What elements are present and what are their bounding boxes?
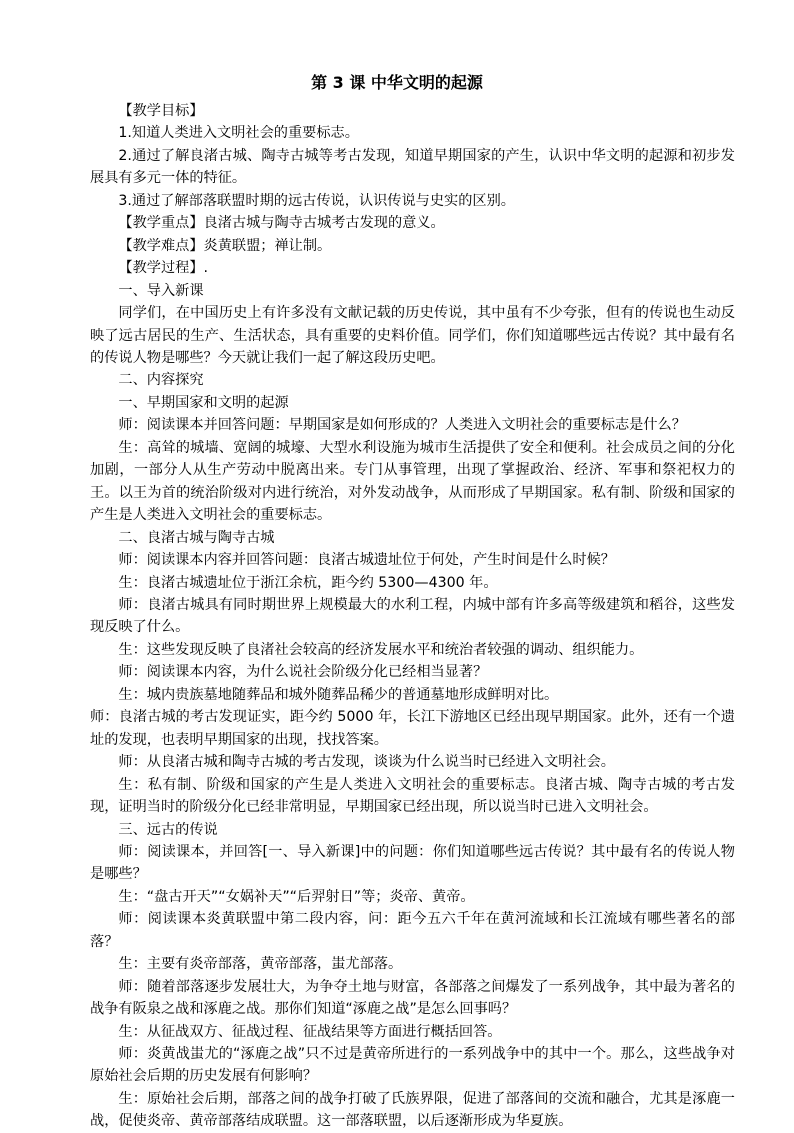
section-heading-process: 【教学过程】. (118, 260, 209, 277)
heading-legends: 三、远古的传说 (118, 821, 218, 838)
dialogue-line: 师：炎黄战蚩尤的“涿鹿之战”只不过是黄帝所进行的一系列战争中的其中一个。那么，这些战争对原始社会后期的历史发展有何影响？ (90, 1046, 735, 1085)
heading-intro: 一、导入新课 (118, 282, 204, 299)
dialogue-line: 师：从良渚古城和陶寺古城的考古发现，谈谈为什么说当时已经进入文明社会。 (118, 754, 615, 771)
dialogue-line: 生：私有制、阶级和国家的产生是人类进入文明社会的重要标志。良渚古城、陶寺古城的考古发现，证明当时的阶级分化已经非常明显，早期国家已经出现，所以说当时已进入文明社会。 (90, 776, 735, 816)
document-body (90, 100, 735, 1133)
page-title: 第 3 课 中华文明的起源 (311, 73, 483, 92)
section-heading-objectives: 【教学目标】 (118, 103, 204, 119)
objective-2: 2.通过了解良渚古城、陶寺古城等考古发现，知道早期国家的产生，认识中华文明的起源和初步发展具有多元一体的特征。 (90, 147, 735, 187)
dialogue-line: 生：这些发现反映了良渚社会较高的经济发展水平和统治者较强的调动、组织能力。 (118, 641, 644, 658)
heading-content: 二、内容探究 (118, 372, 204, 389)
heading-liangzhu-taosi: 二、良渚古城与陶寺古城 (118, 529, 275, 546)
dialogue-line: 生：原始社会后期，部落之间的战争打破了氏族界限，促进了部落间的交流和融合，尤其是涿鹿一战，促使炎帝、黄帝部落结成联盟。这一部落联盟，以后逐渐形成为华夏族。 (90, 1090, 735, 1130)
heading-early-state: 一、早期国家和文明的起源 (118, 394, 289, 411)
dialogue-line: 生：“盘古开天”“女娲补天”“后羿射日”等；炎帝、黄帝。 (118, 888, 475, 905)
dialogue-line: 师：阅读课本内容，为什么说社会阶级分化已经相当显著？ (118, 664, 488, 681)
intro-paragraph: 同学们，在中国历史上有许多没有文献记载的历史传说，其中虽有不少夸张，但有的传说也生动反映了远古居民的生产、生活状态，具有重要的史料价值。同学们，你们知道哪些远古传说？其中最有名的传说人物是哪些？今天就让我们一起了解这段历史吧。 (90, 305, 735, 366)
objective-1: 1.知道人类进入文明社会的重要标志。 (118, 125, 359, 142)
key-points: 【教学重点】良渚古城与陶寺古城考古发现的意义。 (118, 215, 445, 232)
dialogue-line: 师：随着部落逐步发展壮大，为争夺土地与财富，各部落之间爆发了一系列战争，其中最为著名的战争有阪泉之战和涿鹿之战。那你们知道“涿鹿之战”是怎么回事吗？ (90, 978, 735, 1018)
dialogue-line: 生：良渚古城遗址位于浙江余杭，距今约 5300—4300 年。 (118, 574, 498, 591)
dialogue-line: 师：阅读课本，并回答[一、导入新课]中的问题：你们知道哪些远古传说？其中最有名的传说人物是哪些？ (90, 843, 735, 883)
dialogue-line: 生：城内贵族墓地随葬品和城外随葬品稀少的普通墓地形成鲜明对比。 (118, 686, 559, 703)
dialogue-line: 师：良渚古城具有同时期世界上规模最大的水利工程，内城中部有许多高等级建筑和稻谷，这些发现反映了什么。 (90, 596, 735, 636)
objective-3: 3.通过了解部落联盟时期的远古传说，认识传说与史实的区别。 (118, 192, 515, 209)
dialogue-line: 师：阅读课本内容并回答问题：良渚古城遗址位于何处，产生时间是什么时候？ (118, 552, 615, 569)
dialogue-line: 师：阅读课本并回答问题：早期国家是如何形成的？人类进入文明社会的重要标志是什么？ (118, 417, 686, 434)
dialogue-line: 生：从征战双方、征战过程、征战结果等方面进行概括回答。 (118, 1023, 502, 1040)
dialogue-line: 生：高耸的城墙、宽阔的城壕、大型水利设施为城市生活提供了安全和便利。社会成员之间的分化加剧，一部分人从生产劳动中脱离出来。专门从事管理，出现了掌握政治、经济、军事和祭祀权力的王。以王为首的统治阶级对内进行统治，对外发动战争，从而形成了早期国家。私有制、阶级和国家的产生是人类进入文明社会的重要标志。 (90, 439, 735, 524)
dialogue-line: 师：阅读课本炎黄联盟中第二段内容，问：距今五六千年在黄河流域和长江流域有哪些著名的部落？ (90, 911, 735, 950)
difficult-points: 【教学难点】炎黄联盟；禅让制。 (118, 237, 332, 254)
dialogue-line: 生：主要有炎帝部落，黄帝部落，蚩尤部落。 (118, 956, 403, 973)
dialogue-line: 师：良渚古城的考古发现证实，距今约 5000 年，长江下游地区已经出现早期国家。此外，还有一个遗址的发现，也表明早期国家的出现，找找答案。 (90, 709, 735, 748)
